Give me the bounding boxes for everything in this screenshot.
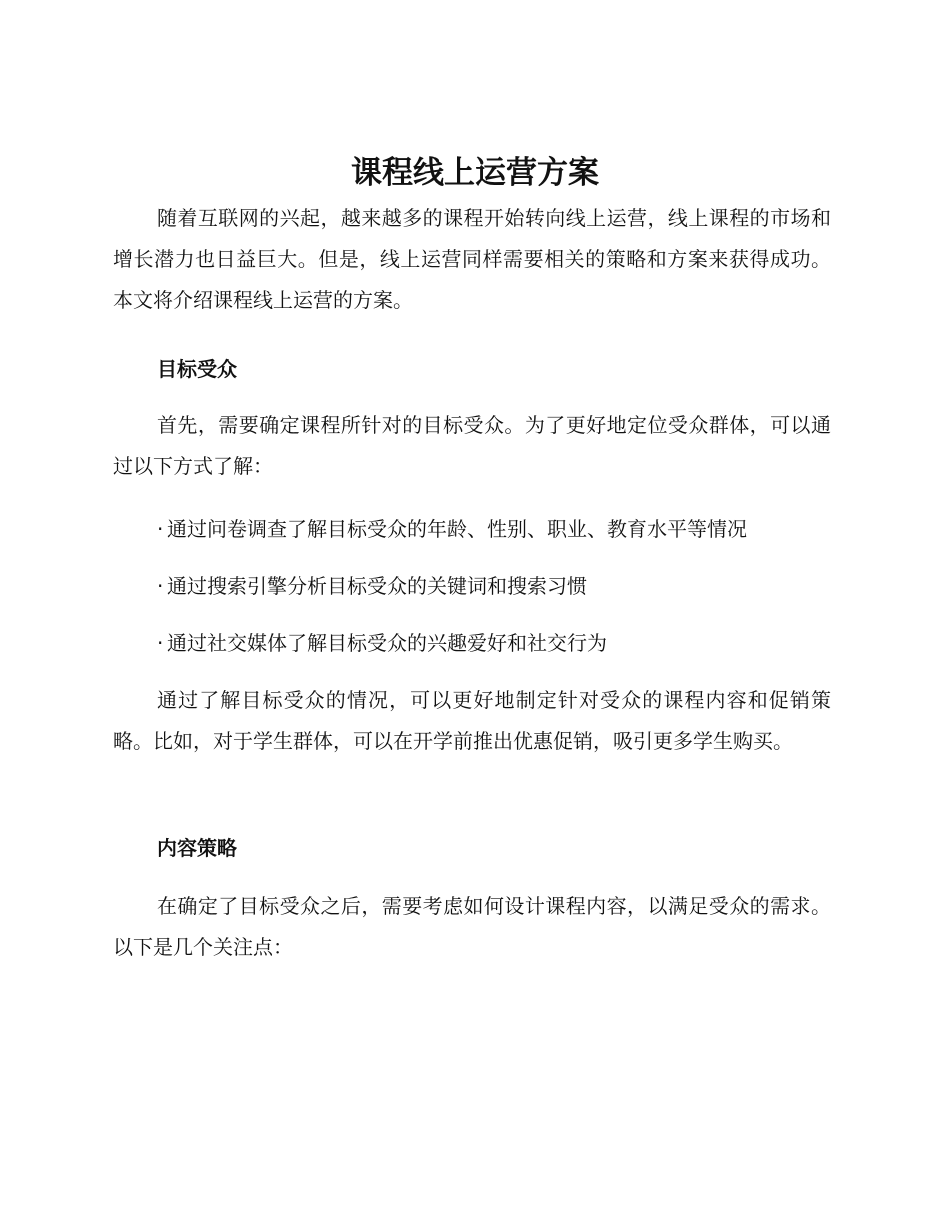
target-audience-paragraph: 首先，需要确定课程所针对的目标受众。为了更好地定位受众群体，可以通过以下方式了解： — [113, 413, 831, 478]
section-heading-target-audience: 目标受众 — [157, 357, 237, 381]
content-strategy-paragraph: 在确定了目标受众之后，需要考虑如何设计课程内容，以满足受众的需求。以下是几个关注点： — [113, 894, 831, 959]
section-heading-content-strategy: 内容策略 — [157, 836, 237, 860]
intro-paragraph: 随着互联网的兴起，越来越多的课程开始转向线上运营，线上课程的市场和增长潜力也日益巨大。但是，线上运营同样需要相关的策略和方案来获得成功。本文将介绍课程线上运营的方案。 — [113, 206, 831, 312]
list-item-text: 通过问卷调查了解目标受众的年龄、性别、职业、教育水平等情况 — [167, 517, 747, 541]
bullet-icon: · — [157, 574, 164, 598]
list-item — [157, 623, 607, 663]
list-item — [157, 509, 747, 549]
bullet-icon: · — [157, 631, 164, 655]
list-item — [157, 566, 587, 606]
list-item-text: 通过社交媒体了解目标受众的兴趣爱好和社交行为 — [167, 631, 607, 655]
document-title: 课程线上运营方案 — [351, 155, 599, 191]
list-item-text: 通过搜索引擎分析目标受众的关键词和搜索习惯 — [167, 574, 587, 598]
bullet-icon: · — [157, 517, 164, 541]
target-audience-summary-paragraph: 通过了解目标受众的情况，可以更好地制定针对受众的课程内容和促销策略。比如，对于学生群体，可以在开学前推出优惠促销，吸引更多学生购买。 — [113, 688, 831, 753]
